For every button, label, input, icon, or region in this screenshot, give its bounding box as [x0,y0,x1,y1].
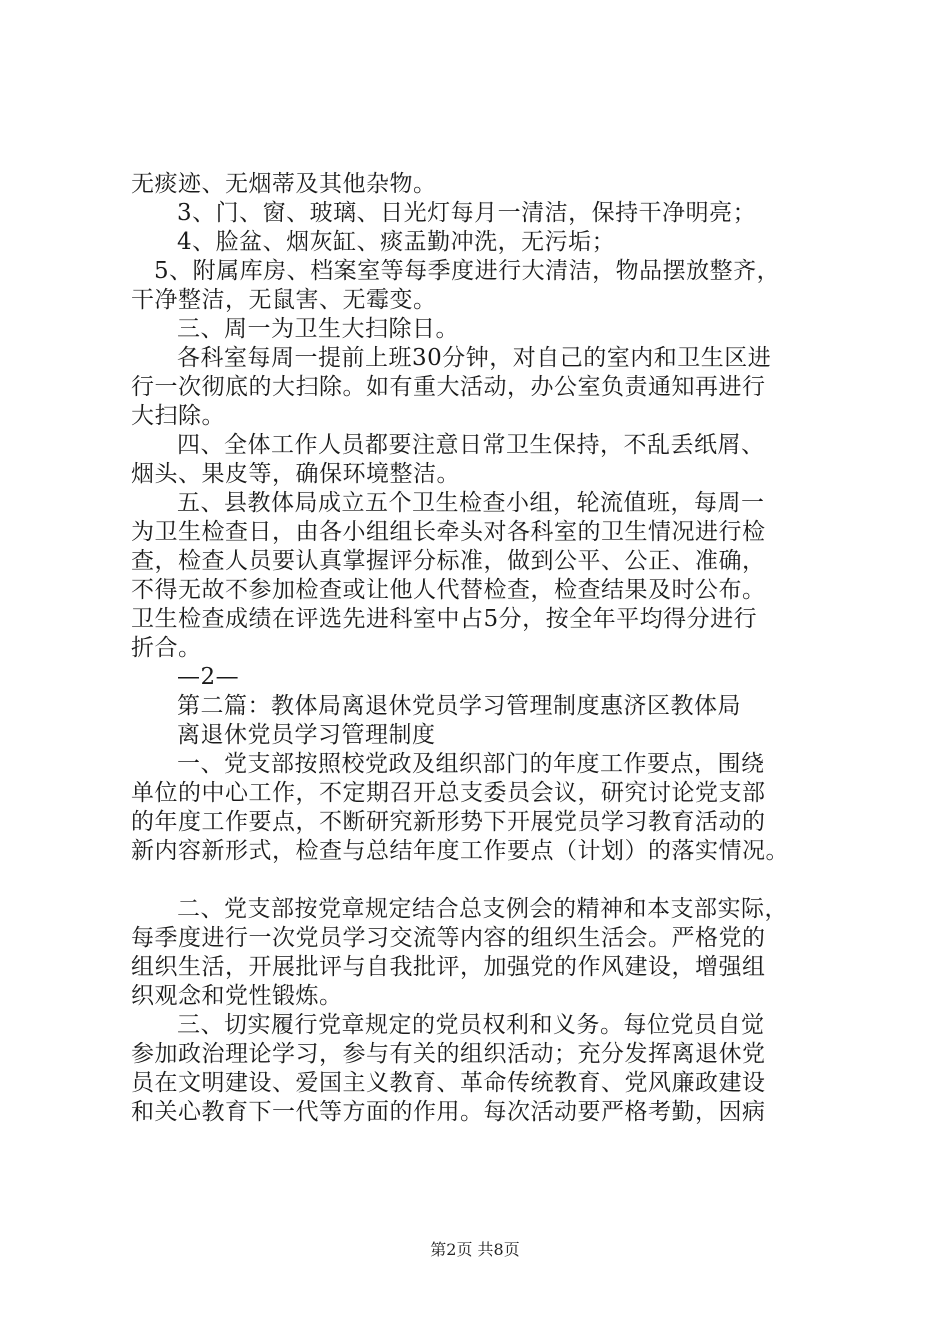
document-body [131,170,831,1127]
text-line: 五、县教体局成立五个卫生检查小组，轮流值班，每周一 [177,490,765,516]
text-line: 织观念和党性锻炼。 [131,983,343,1009]
inline-page-number: —2— [177,664,240,690]
text-line: 为卫生检查日，由各小组组长牵头对各科室的卫生情况进行检 [131,519,766,545]
text-line: 5、附属库房、档案室等每季度进行大清洁，物品摆放整齐， [154,258,781,284]
text-line: 大扫除。 [131,403,225,429]
text-line: 烟头、果皮等，确保环境整洁。 [131,461,460,487]
chapter-title: 第二篇：教体局离退休党员学习管理制度惠济区教体局 [177,693,741,719]
section-heading: 三、周一为卫生大扫除日。 [177,316,459,342]
text-line: 干净整洁，无鼠害、无霉变。 [131,287,437,313]
text-line: 卫生检查成绩在评选先进科室中占5分，按全年平均得分进行 [131,606,758,632]
text-line: 二、党支部按党章规定结合总支例会的精神和本支部实际， [177,896,788,922]
text-line: 的年度工作要点，不断研究新形势下开展党员学习教育活动的 [131,809,766,835]
text-line: 新内容新形式，检查与总结年度工作要点（计划）的落实情况。 [131,838,789,864]
text-line: 无痰迹、无烟蒂及其他杂物。 [131,171,437,197]
text-line: 单位的中心工作，不定期召开总支委员会议，研究讨论党支部 [131,780,766,806]
text-line: 4、脸盆、烟灰缸、痰盂勤冲洗，无污垢； [177,229,616,255]
text-line: 行一次彻底的大扫除。如有重大活动，办公室负责通知再进行 [131,374,766,400]
text-line: 参加政治理论学习，参与有关的组织活动；充分发挥离退休党 [131,1041,766,1067]
text-line: 查，检查人员要认真掌握评分标准，做到公平、公正、准确， [131,548,766,574]
text-line: 员在文明建设、爱国主义教育、革命传统教育、党风廉政建设 [131,1070,766,1096]
text-line: 三、切实履行党章规定的党员权利和义务。每位党员自觉 [177,1012,765,1038]
text-line: 四、全体工作人员都要注意日常卫生保持，不乱丢纸屑、 [177,432,765,458]
page-footer [0,1240,950,1260]
chapter-subtitle: 离退休党员学习管理制度 [177,722,436,748]
text-line: 组织生活，开展批评与自我批评，加强党的作风建设，增强组 [131,954,766,980]
text-line: 一、党支部按照校党政及组织部门的年度工作要点，围绕 [177,751,765,777]
text-line: 各科室每周一提前上班30分钟，对自己的室内和卫生区进 [177,345,772,371]
text-line: 3、门、窗、玻璃、日光灯每月一清洁，保持干净明亮； [177,200,757,226]
page-number-label: 第2页 共8页 [430,1240,520,1259]
text-line: 每季度进行一次党员学习交流等内容的组织生活会。严格党的 [131,925,766,951]
text-line: 折合。 [131,635,202,661]
text-line: 和关心教育下一代等方面的作用。每次活动要严格考勤，因病 [131,1099,766,1125]
blank-line [131,866,831,895]
text-line: 不得无故不参加检查或让他人代替检查，检查结果及时公布。 [131,577,766,603]
